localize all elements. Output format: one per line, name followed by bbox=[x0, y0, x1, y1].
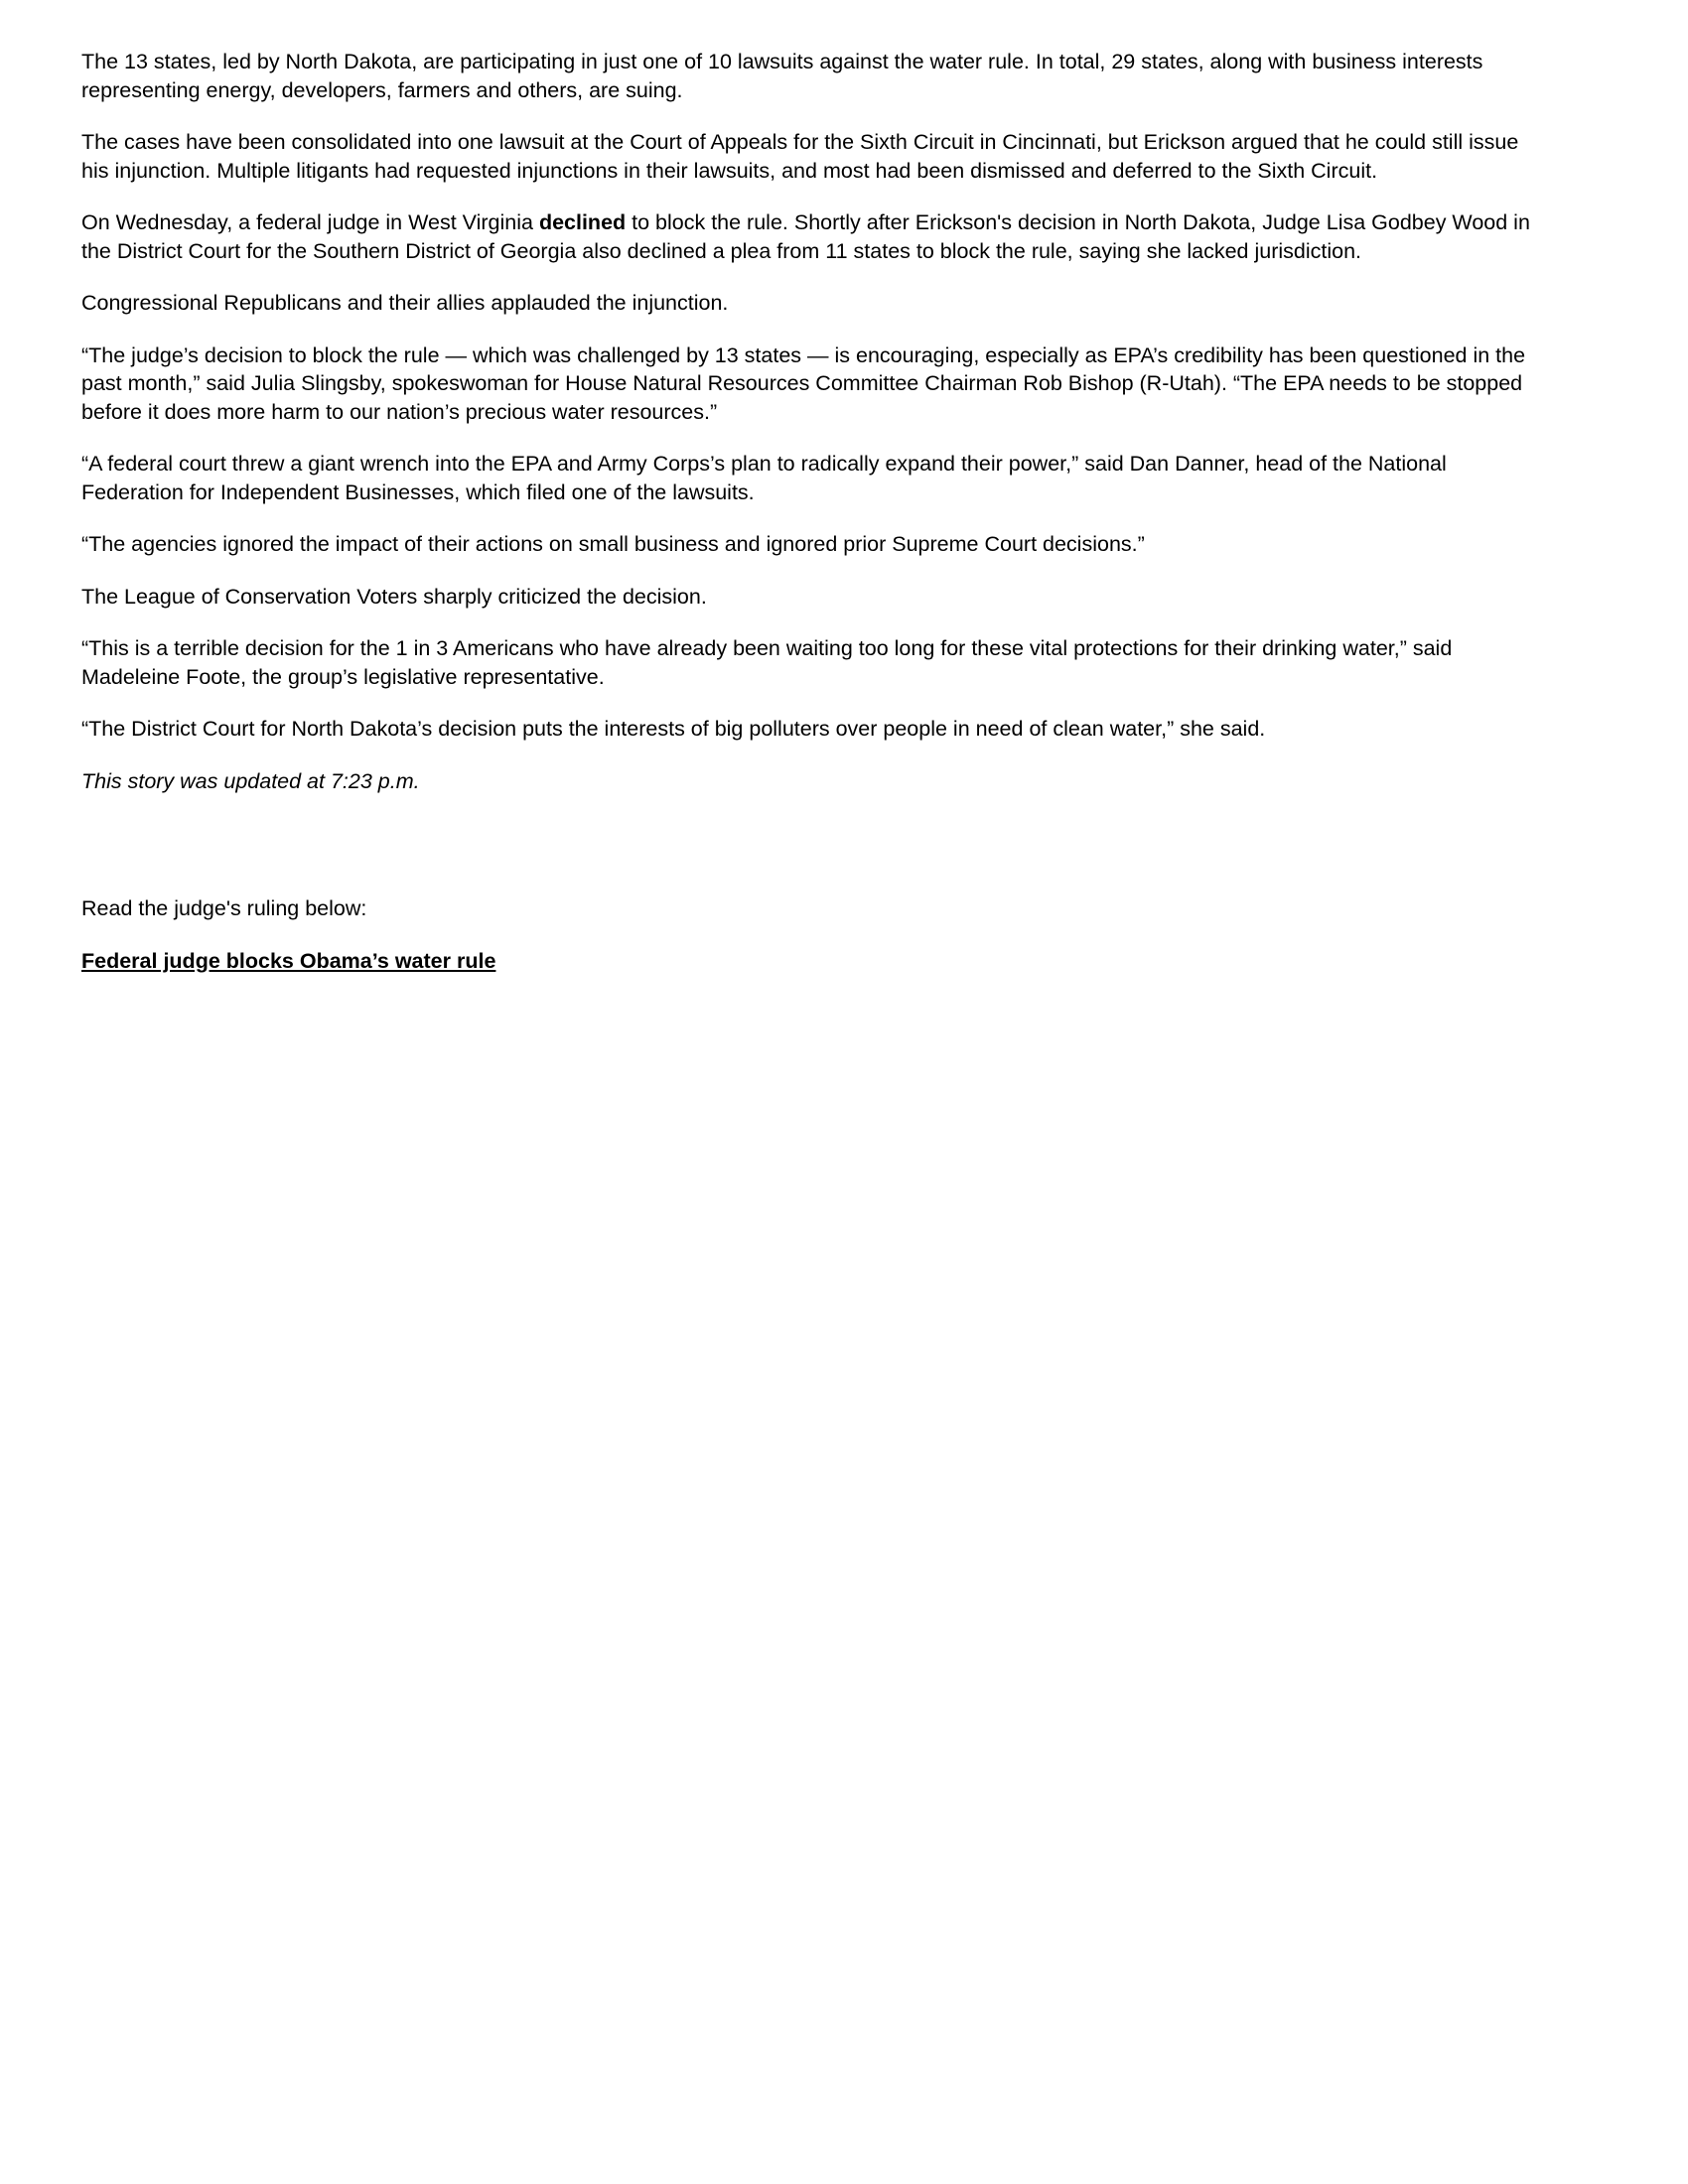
ruling-document-link[interactable]: Federal judge blocks Obama’s water rule bbox=[81, 948, 496, 973]
paragraph-text-end: to block the rule. Shortly after Erickson's decision in North Dakota, Judge Lisa Godbey Wood in the District Court for the Southern District of Georgia also declined a plea from 11 states to block the rule, saying she lacked jurisdiction. bbox=[81, 210, 1530, 263]
paragraph-danner-quote: “A federal court threw a giant wrench into the EPA and Army Corps’s plan to radically expand their power,” said Dan Danner, head of the National Federation for Independent Businesses, which filed one of the lawsuits. bbox=[81, 452, 1447, 504]
paragraph-district-court-quote: “The District Court for North Dakota’s decision puts the interests of big polluters over people in need of clean water,” she said. bbox=[81, 717, 1266, 741]
read-ruling-prompt: Read the judge's ruling below: bbox=[81, 896, 367, 920]
paragraph-lcv-criticism: The League of Conservation Voters sharply criticized the decision. bbox=[81, 584, 707, 609]
paragraph-lawsuits-overview: The 13 states, led by North Dakota, are participating in just one of 10 lawsuits against the water rule. In total, 29 states, along with business interests representing energy, developers, farmers and others, are suing. bbox=[81, 50, 1483, 102]
paragraph-foote-quote: “This is a terrible decision for the 1 in 3 Americans who have already been waiting too long for these vital protections for their drinking water,” said Madeleine Foote, the group’s legislative representative. bbox=[81, 636, 1453, 689]
article-body bbox=[81, 48, 1531, 975]
paragraph-agencies-quote: “The agencies ignored the impact of their actions on small business and ignored prior Supreme Court decisions.” bbox=[81, 532, 1145, 556]
paragraph-slingsby-quote: “The judge’s decision to block the rule — which was challenged by 13 states — is encouraging, especially as EPA’s credibility has been questioned in the past month,” said Julia Slingsby, spokeswoman for House Natural Resources Committee Chairman Rob Bishop (R-Utah). “The EPA needs to be stopped before it does more harm to our nation’s precious water resources.” bbox=[81, 342, 1526, 424]
paragraph-text-start: On Wednesday, a federal judge in West Virginia bbox=[81, 210, 539, 234]
update-note: This story was updated at 7:23 p.m. bbox=[81, 768, 420, 793]
paragraph-west-virginia-decision bbox=[81, 208, 1531, 265]
paragraph-consolidated-cases: The cases have been consolidated into one lawsuit at the Court of Appeals for the Sixth Circuit in Cincinnati, but Erickson argued that he could still issue his injunction. Multiple litigants had requested injunctions in their lawsuits, and most had been dismissed and deferred to the Sixth Circuit. bbox=[81, 130, 1519, 183]
spacer bbox=[81, 819, 1531, 894]
paragraph-republicans-applaud: Congressional Republicans and their allies applauded the injunction. bbox=[81, 291, 729, 315]
declined-emphasis: declined bbox=[538, 210, 627, 234]
